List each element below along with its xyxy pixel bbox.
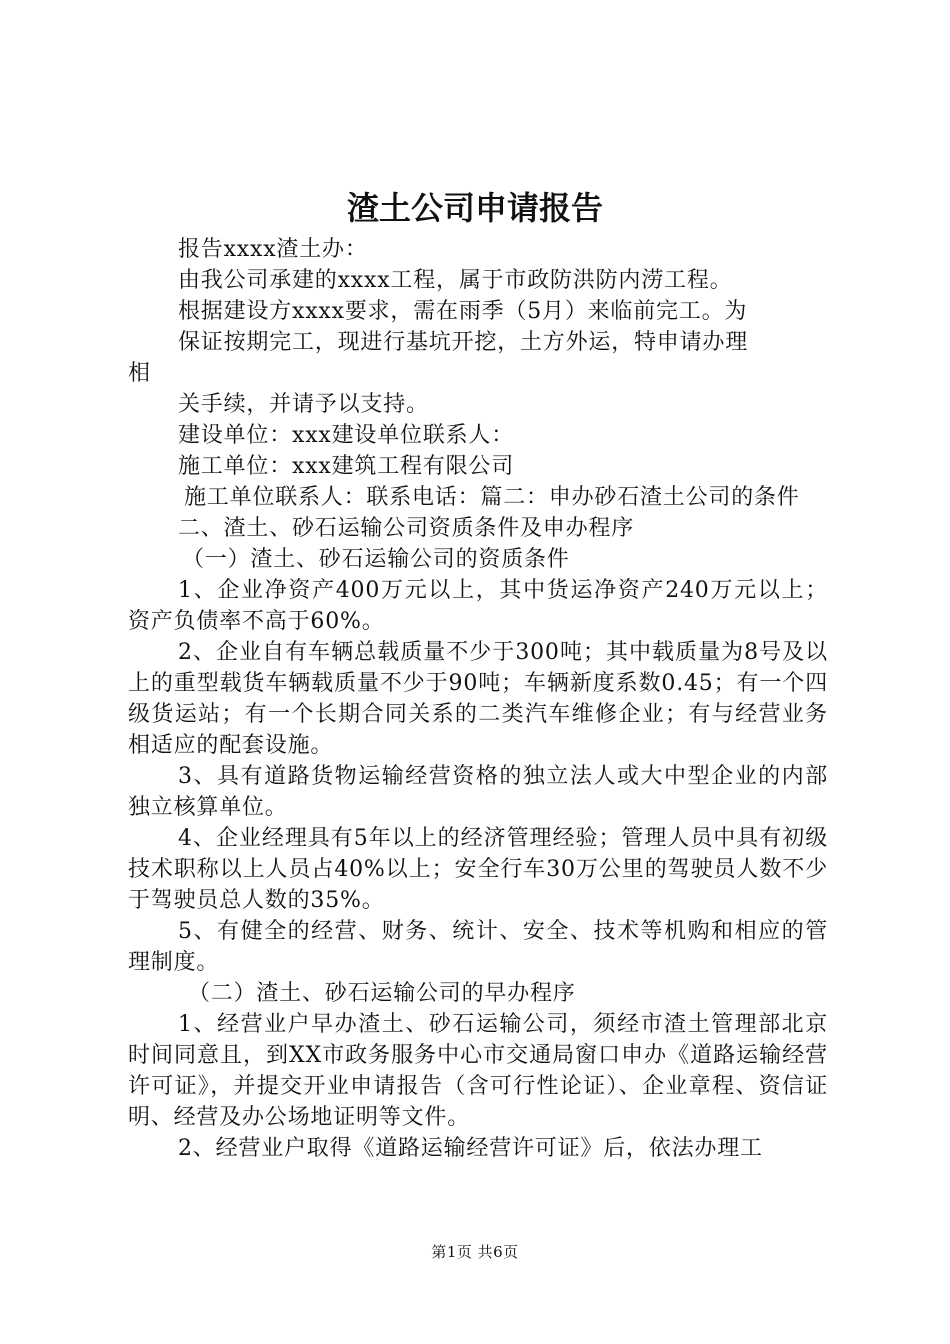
paragraph-project: 由我公司承建的xxxx工程，属于市政防洪防内涝工程。	[178, 268, 733, 293]
list-item: 2、经营业户取得《道路运输经营许可证》后，依法办理工	[178, 1136, 763, 1161]
document-title: 渣土公司申请报告	[346, 189, 603, 227]
paragraph-requirement: 根据建设方xxxx要求，需在雨季（5月）来临前完工。为	[178, 299, 748, 324]
list-item: 5、有健全的经营、财务、统计、安全、技术等机购和相应的管理制度。	[128, 919, 828, 975]
section-heading: 二、渣土、砂石运输公司资质条件及申办程序	[178, 516, 635, 541]
page-number: 第1页 共6页	[431, 1243, 519, 1261]
subsection-heading-procedure: （二）渣土、砂石运输公司的早办程序	[188, 981, 576, 1006]
list-item: 4、企业经理具有5年以上的经济管理经验；管理人员中具有初级技术职称以上人员占40%以上；安全行车30万公里的驾驶员人数不少于驾驶员总人数的35%。	[128, 826, 828, 913]
list-item: 1、经营业户早办渣土、砂石运输公司，须经市渣土管理部北京时间同意且，到XX市政务服务中心市交通局窗口申办《道路运输经营许可证》，并提交开业申请报告（含可行性论证）、企业章程、资信证明、经营及办公场地证明等文件。	[128, 1012, 828, 1130]
paragraph-contact: 施工单位联系人：联系电话：篇二：申办砂石渣土公司的条件	[184, 485, 800, 510]
list-item: 2、企业自有车辆总载质量不少于300吨；其中载质量为8号及以上的重型载货车辆载质量不少于90吨；车辆新度系数0.45；有一个四级货运站；有一个长期合同关系的二类汽车维修企业；有与经营业务相适应的配套设施。	[128, 640, 828, 758]
paragraph-support: 关手续，并请予以支持。	[178, 392, 429, 417]
list-item: 3、具有道路货物运输经营资格的独立法人或大中型企业的内部独立核算单位。	[128, 764, 828, 820]
paragraph-request: 保证按期完工，现进行基坑开挖，土方外运，特申请办理	[178, 330, 749, 355]
document-body	[128, 234, 828, 1164]
paragraph-builder-unit: 施工单位：xxx建筑工程有限公司	[178, 454, 515, 479]
list-item: 1、企业净资产400万元以上，其中货运净资产240万元以上；资产负债率不高于60%。	[128, 578, 828, 634]
subsection-heading-qualification: （一）渣土、砂石运输公司的资质条件	[182, 547, 570, 572]
paragraph-salutation: 报告xxxx渣土办：	[178, 237, 368, 262]
paragraph-fragment: 相	[128, 361, 151, 386]
paragraph-construction-unit: 建设单位：xxx建设单位联系人：	[178, 423, 515, 448]
